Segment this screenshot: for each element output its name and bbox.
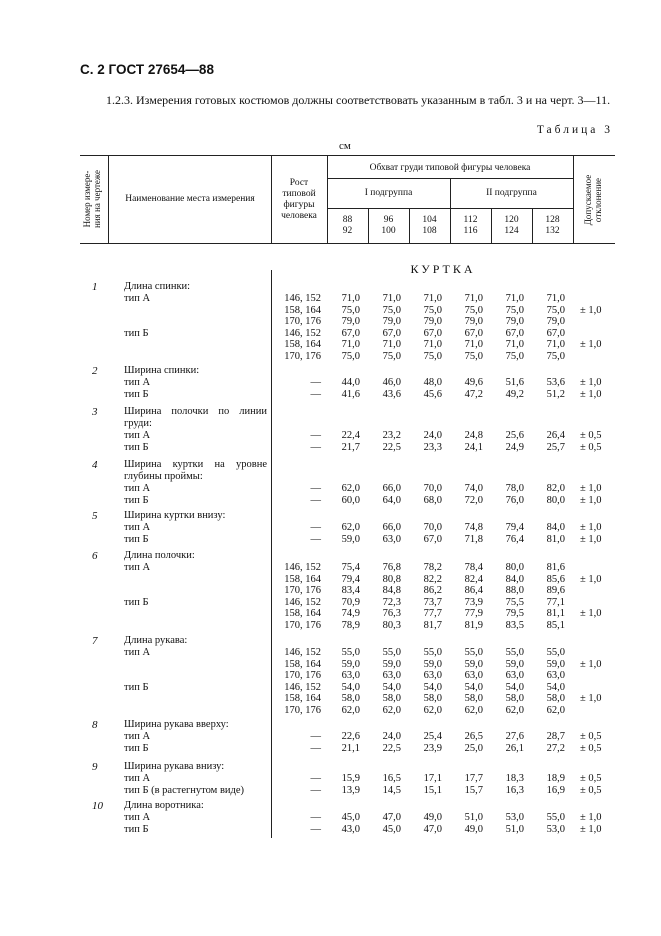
cell-value: 13,9 [341,784,360,796]
cell-value: 51,0 [505,823,524,835]
section-title: КУРТКА [410,262,476,276]
cell-value: 77,1 81,1 85,1 [546,596,565,631]
type-label: тип Б (в растегнутом виде) [124,784,245,796]
measure-name: Ширина куртки внизу: [124,510,226,521]
col-name-header: Наименование места измерения [125,194,255,204]
cell-value: 25,6 [505,430,524,441]
size-header: 120 124 [504,215,519,236]
col-rost-header: Рост типовой фигуры человека [281,178,317,221]
type-label: тип Б [124,596,149,608]
cell-value: 55,0 59,0 63,0 [423,647,442,681]
cell-value: 55,0 59,0 63,0 [464,647,483,681]
cell-value: 17,1 [423,773,442,784]
cell-value: 67,0 71,0 75,0 [546,327,565,362]
row-number: 10 [92,800,103,812]
cell-value: 23,2 [382,430,401,441]
cell-value: 62,0 [341,483,360,494]
cell-value: 51,6 [505,377,524,388]
cell-value: 44,0 [341,377,360,388]
cell-value: 67,0 71,0 75,0 [423,327,442,362]
cell-value: 84,0 [546,522,565,533]
type-label: тип Б [124,533,149,545]
cell-value: 45,6 [423,388,442,400]
cell-value: 66,0 [382,522,401,533]
cell-value: 51,2 [546,388,565,400]
type-label: тип А [124,812,151,823]
rost-value: — [310,522,321,533]
cell-value: 25,0 [464,742,483,754]
cell-value: 24,9 [505,441,524,453]
size-header: 112 116 [463,215,478,236]
cell-value: 67,0 71,0 75,0 [464,327,483,362]
tolerance-value: ± 1,0 [580,608,602,619]
cell-value: 16,3 [505,784,524,796]
type-label: тип А [124,483,151,494]
measure-name: Ширина спинки: [124,365,200,376]
cell-value: 75,4 79,4 83,4 [341,562,360,596]
measure-name: Ширина куртки на уровне глубины проймы: [124,459,267,482]
cell-value: 66,0 [382,483,401,494]
measure-name: Длина спинки: [124,281,191,292]
row-number: 3 [92,406,98,418]
cell-value: 45,0 [341,812,360,823]
cell-value: 49,0 [464,823,483,835]
cell-value: 15,9 [341,773,360,784]
cell-value: 48,0 [423,377,442,388]
cell-value: 24,8 [464,430,483,441]
cell-value: 54,0 58,0 62,0 [341,681,360,716]
table-title: Таблица 3 [536,124,613,136]
cell-value: 24,0 [423,430,442,441]
cell-value: 47,0 [423,823,442,835]
type-label: тип Б [124,823,149,835]
cell-value: 25,4 [423,731,442,742]
rost-value: — [310,812,321,823]
cell-value: 23,9 [423,742,442,754]
cell-value: 54,0 58,0 62,0 [423,681,442,716]
intro-paragraph: 1.2.3. Измерения готовых костюмов должны соответствовать указанным в табл. 3 и на черт. 3—11. [106,93,611,107]
cell-value: 60,0 [341,494,360,506]
cell-value: 71,0 75,0 79,0 [546,293,565,327]
cell-value: 80,0 [546,494,565,506]
cell-value: 18,9 [546,773,565,784]
cell-value: 55,0 59,0 63,0 [505,647,524,681]
cell-value: 78,0 [505,483,524,494]
rost-value: 146, 152 158, 164 170, 176 [284,293,321,327]
cell-value: 45,0 [382,823,401,835]
rost-value: — [310,773,321,784]
col-group1-header: I подгруппа [364,188,413,198]
cell-value: 67,0 71,0 75,0 [341,327,360,362]
cell-value: 62,0 [341,522,360,533]
row-number: 9 [92,761,98,773]
type-label: тип Б [124,388,149,400]
cell-value: 55,0 59,0 63,0 [341,647,360,681]
row-number: 5 [92,510,98,522]
cell-value: 54,0 58,0 62,0 [464,681,483,716]
rost-value: — [310,441,321,453]
cell-value: 22,5 [382,742,401,754]
cell-value: 71,0 75,0 79,0 [341,293,360,327]
type-label: тип А [124,377,151,388]
measure-name: Ширина рукава вверху: [124,719,229,730]
cell-value: 54,0 58,0 62,0 [382,681,401,716]
type-label: тип А [124,430,151,441]
cell-value: 49,0 [423,812,442,823]
type-label: тип Б [124,327,149,339]
cell-value: 49,6 [464,377,483,388]
cell-value: 64,0 [382,494,401,506]
cell-value: 78,2 82,2 86,2 [423,562,442,596]
tolerance-value: ± 1,0 [580,823,602,835]
cell-value: 82,0 [546,483,565,494]
cell-value: 16,9 [546,784,565,796]
cell-value: 53,0 [546,823,565,835]
cell-value: 26,5 [464,731,483,742]
type-label: тип А [124,293,151,304]
col-num-header: Номер измере- ния на чертеже [82,170,102,229]
size-header: 104 108 [422,215,437,236]
type-label: тип Б [124,494,149,506]
cell-value: 17,7 [464,773,483,784]
col-group2-header: II подгруппа [486,188,537,198]
unit-label: см [339,140,351,152]
cell-value: 81,0 [546,533,565,545]
cell-value: 22,5 [382,441,401,453]
cell-value: 21,1 [341,742,360,754]
cell-value: 73,9 77,9 81,9 [464,596,483,631]
cell-value: 15,1 [423,784,442,796]
type-label: тип А [124,647,151,658]
cell-value: 21,7 [341,441,360,453]
cell-value: 72,3 76,3 80,3 [382,596,401,631]
cell-value: 53,0 [505,812,524,823]
cell-value: 55,0 59,0 63,0 [546,647,565,681]
cell-value: 75,5 79,5 83,5 [505,596,524,631]
cell-value: 73,7 77,7 81,7 [423,596,442,631]
rost-value: — [310,784,321,796]
cell-value: 22,6 [341,731,360,742]
cell-value: 79,4 [505,522,524,533]
cell-value: 24,1 [464,441,483,453]
cell-value: 49,2 [505,388,524,400]
cell-value: 74,0 [464,483,483,494]
row-number: 4 [92,459,98,471]
cell-value: 18,3 [505,773,524,784]
rost-value: 146, 152 158, 164 170, 176 [284,596,321,631]
rost-value: — [310,742,321,754]
tolerance-value: ± 1,0 [580,522,602,533]
cell-value: 71,0 75,0 79,0 [505,293,524,327]
tolerance-value: ± 1,0 [580,304,602,316]
cell-value: 51,0 [464,812,483,823]
tolerance-value: ± 1,0 [580,339,602,350]
cell-value: 41,6 [341,388,360,400]
cell-value: 55,0 59,0 63,0 [382,647,401,681]
cell-value: 26,1 [505,742,524,754]
col-tol-header: Допускаемое отклонение [583,174,603,226]
rost-value: — [310,823,321,835]
cell-value: 71,0 75,0 79,0 [423,293,442,327]
cell-value: 47,2 [464,388,483,400]
rost-value: 146, 152 158, 164 170, 176 [284,647,321,681]
type-label: тип Б [124,742,149,754]
tolerance-value: ± 1,0 [580,573,602,585]
rost-value: — [310,731,321,742]
tolerance-value: ± 1,0 [580,388,602,400]
row-number: 2 [92,365,98,377]
cell-value: 54,0 58,0 62,0 [546,681,565,716]
vline-tol [573,155,574,244]
cell-value: 72,0 [464,494,483,506]
cell-value: 78,4 82,4 86,4 [464,562,483,596]
type-label: тип А [124,773,151,784]
tolerance-value: ± 1,0 [580,494,602,506]
cell-value: 46,0 [382,377,401,388]
tolerance-value: ± 1,0 [580,533,602,545]
cell-value: 59,0 [341,533,360,545]
tolerance-value: ± 1,0 [580,693,602,704]
row-number: 6 [92,550,98,562]
tolerance-value: ± 1,0 [580,812,602,823]
cell-value: 55,0 [546,812,565,823]
rost-value: — [310,377,321,388]
cell-value: 67,0 71,0 75,0 [382,327,401,362]
col-obhvat-header: Обхват груди типовой фигуры человека [369,163,531,173]
tolerance-value: ± 1,0 [580,658,602,670]
cell-value: 76,4 [505,533,524,545]
tolerance-value: ± 1,0 [580,483,602,494]
rule-header-bottom [80,243,615,244]
rost-value: — [310,483,321,494]
type-label: тип А [124,522,151,533]
cell-value: 81,6 85,6 89,6 [546,562,565,596]
rost-value: — [310,494,321,506]
rost-value: 146, 152 158, 164 170, 176 [284,681,321,716]
rost-value: 146, 152 158, 164 170, 176 [284,562,321,596]
size-header: 96 100 [381,215,396,236]
tolerance-value: ± 0,5 [580,742,602,754]
cell-value: 67,0 71,0 75,0 [505,327,524,362]
cell-value: 74,8 [464,522,483,533]
rost-value: — [310,430,321,441]
cell-value: 27,6 [505,731,524,742]
cell-value: 80,0 84,0 88,0 [505,562,524,596]
rost-value: — [310,388,321,400]
cell-value: 24,0 [382,731,401,742]
cell-value: 16,5 [382,773,401,784]
cell-value: 76,0 [505,494,524,506]
cell-value: 22,4 [341,430,360,441]
cell-value: 47,0 [382,812,401,823]
cell-value: 28,7 [546,731,565,742]
rost-value: — [310,533,321,545]
tolerance-value: ± 0,5 [580,441,602,453]
cell-value: 26,4 [546,430,565,441]
cell-value: 15,7 [464,784,483,796]
row-number: 7 [92,635,98,647]
tolerance-value: ± 0,5 [580,784,602,796]
page-header: С. 2 ГОСТ 27654—88 [80,62,214,77]
tolerance-value: ± 1,0 [580,377,602,388]
tolerance-value: ± 0,5 [580,731,602,742]
cell-value: 76,8 80,8 84,8 [382,562,401,596]
type-label: тип Б [124,681,149,693]
type-label: тип А [124,731,151,742]
rule-top [80,155,615,156]
cell-value: 71,0 75,0 79,0 [382,293,401,327]
tolerance-value: ± 0,5 [580,773,602,784]
measure-name: Длина полочки: [124,550,195,561]
cell-value: 53,6 [546,377,565,388]
cell-value: 70,0 [423,483,442,494]
type-label: тип А [124,562,151,573]
cell-value: 71,0 75,0 79,0 [464,293,483,327]
cell-value: 68,0 [423,494,442,506]
row-number: 8 [92,719,98,731]
cell-value: 43,0 [341,823,360,835]
cell-value: 43,6 [382,388,401,400]
cell-value: 25,7 [546,441,565,453]
cell-value: 63,0 [382,533,401,545]
rost-value: 146, 152 158, 164 170, 176 [284,327,321,362]
row-number: 1 [92,281,98,293]
measure-name: Ширина полочки по линии груди: [124,406,267,429]
cell-value: 67,0 [423,533,442,545]
cell-value: 27,2 [546,742,565,754]
measure-name: Ширина рукава внизу: [124,761,225,772]
size-header: 88 92 [342,215,353,236]
measure-name: Длина рукава: [124,635,188,646]
cell-value: 23,3 [423,441,442,453]
cell-value: 70,0 [423,522,442,533]
cell-value: 54,0 58,0 62,0 [505,681,524,716]
tolerance-value: ± 0,5 [580,430,602,441]
measure-name: Длина воротника: [124,800,204,811]
type-label: тип Б [124,441,149,453]
cell-value: 14,5 [382,784,401,796]
cell-value: 70,9 74,9 78,9 [341,596,360,631]
cell-value: 71,8 [464,533,483,545]
size-header: 128 132 [545,215,560,236]
